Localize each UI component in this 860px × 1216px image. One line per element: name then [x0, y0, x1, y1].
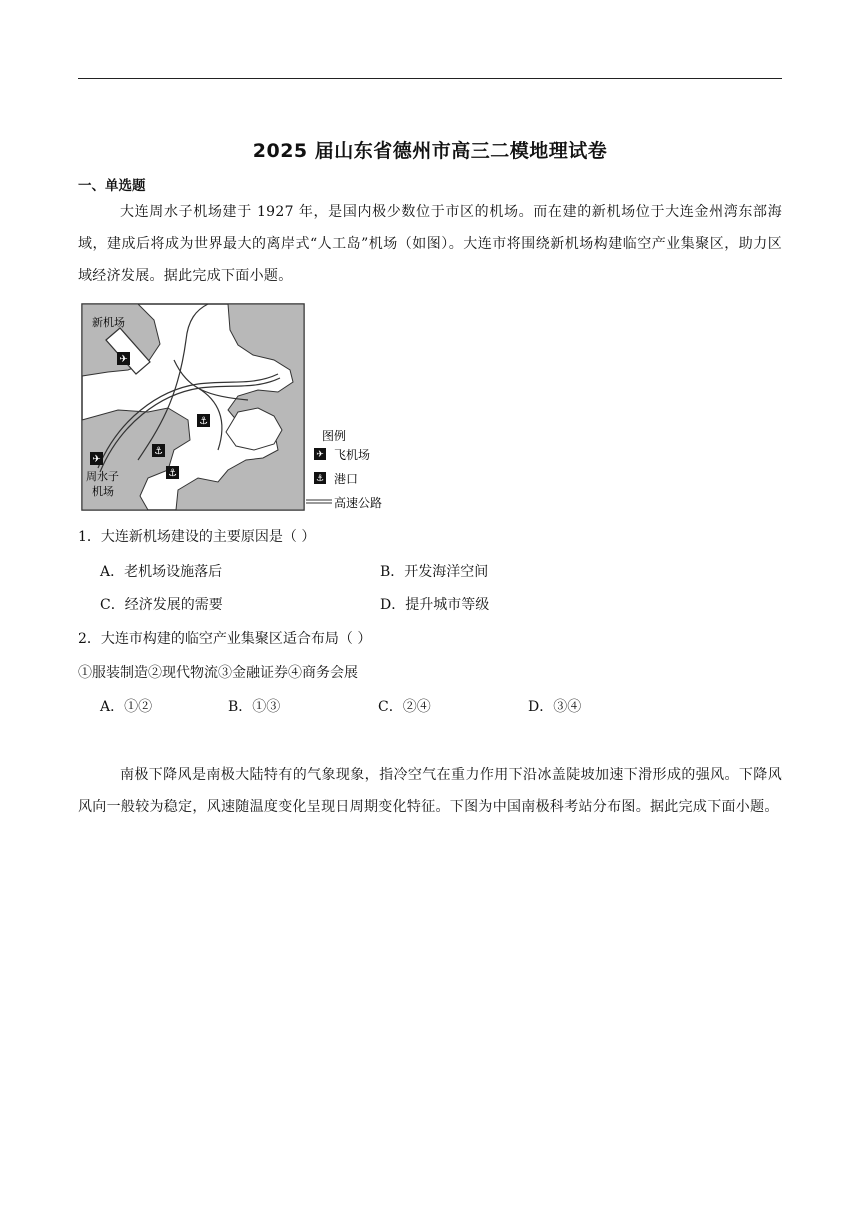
legend-airport-icon	[314, 448, 326, 460]
port-icon-2	[152, 444, 165, 457]
q2-option-b: B．①③	[228, 699, 281, 715]
q1-option-b: B．开发海洋空间	[380, 564, 489, 580]
question-2-stem: 2．大连市构建的临空产业集聚区适合布局（ ）	[78, 631, 372, 647]
q2-option-c: C．②④	[378, 699, 431, 715]
question-1-stem: 1．大连新机场建设的主要原因是（ ）	[78, 529, 316, 545]
legend-airport-label: 飞机场	[334, 448, 371, 462]
q1-option-c: C．经济发展的需要	[100, 597, 223, 613]
svg-text:⚓: ⚓	[199, 416, 208, 427]
svg-text:⚓: ⚓	[315, 474, 325, 484]
label-new-airport: 新机场	[92, 316, 125, 329]
legend-port-icon	[314, 472, 326, 484]
port-icon-1	[197, 414, 210, 427]
svg-text:✈: ✈	[316, 450, 324, 460]
page-title: 2025 届山东省德州市高三二模地理试卷	[252, 140, 608, 162]
svg-text:✈: ✈	[119, 354, 128, 365]
legend-title: 图例	[322, 429, 347, 443]
svg-text:⚓: ⚓	[154, 446, 163, 457]
legend-highway-label: 高速公路	[334, 496, 383, 510]
legend-port-label: 港口	[334, 472, 359, 486]
question-2-items: ①服装制造②现代物流③金融证券④商务会展	[78, 665, 358, 681]
q1-option-a: A．老机场设施落后	[100, 564, 223, 580]
old-airport-icon	[90, 452, 103, 465]
header-rule	[78, 78, 782, 79]
q1-option-d: D．提升城市等级	[380, 597, 490, 613]
legend-highway-symbol	[306, 500, 332, 503]
svg-text:⚓: ⚓	[168, 468, 177, 479]
q2-option-a: A．①②	[100, 699, 153, 715]
dalian-map-figure	[78, 300, 408, 515]
section-heading: 一、单选题	[78, 178, 146, 194]
svg-text:✈: ✈	[92, 454, 101, 465]
q2-option-d: D．③④	[528, 699, 582, 715]
label-old-airport-1: 周水子	[86, 470, 119, 483]
passage-2: 南极下降风是南极大陆特有的气象现象，指冷空气在重力作用下沿冰盖陡坡加速下滑形成的强风。下降风风向一般较为稳定，风速随温度变化呈现日周期变化特征。下图为中国南极科考站分布图。据此完成下面小题。	[78, 767, 782, 815]
port-icon-3	[166, 466, 179, 479]
new-airport-icon	[117, 352, 130, 365]
passage-1: 大连周水子机场建于 1927 年，是国内极少数位于市区的机场。而在建的新机场位于大连金州湾东部海域，建成后将成为世界最大的离岸式“人工岛”机场（如图）。大连市将围绕新机场构建临空产业集聚区，助力区域经济发展。据此完成下面小题。	[78, 204, 782, 284]
label-old-airport-2: 机场	[92, 485, 114, 498]
